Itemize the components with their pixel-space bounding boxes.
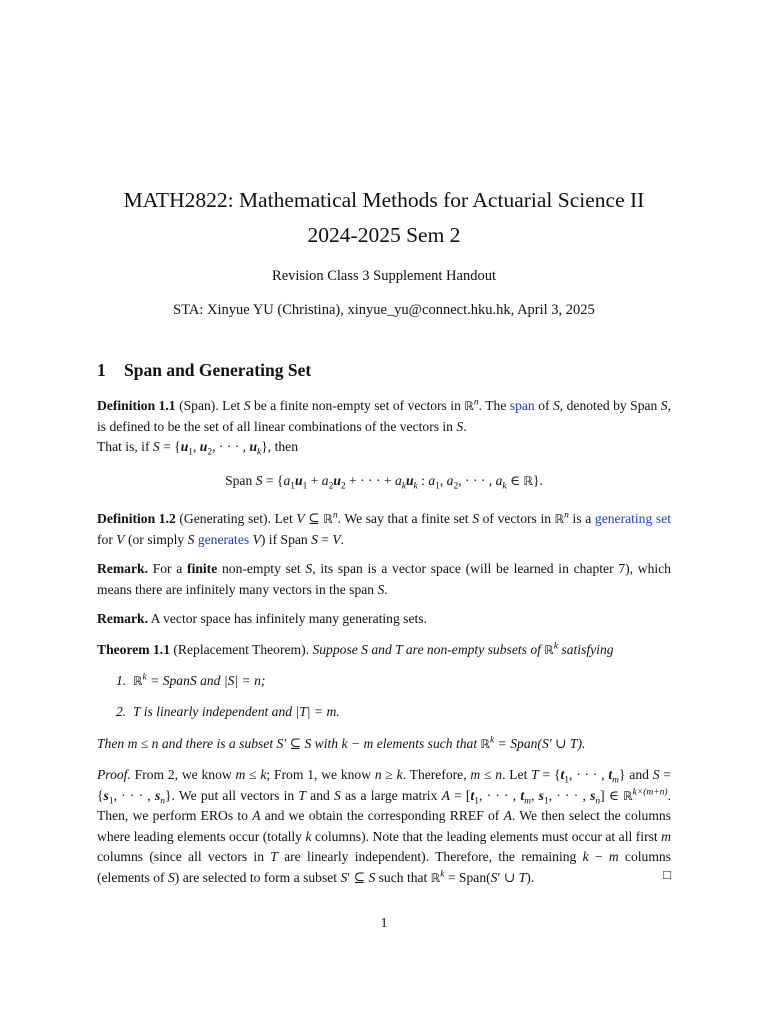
theorem-condition-2: 2. T is linearly independent and |T| = m. [116,704,340,719]
remark-label: Remark. [97,561,148,576]
theorem-condition-1: 1. ℝ$^k$ = SpanS and |S| = n; [116,672,266,688]
definition-span: Definition 1.1 (Span). Let S be a finite non-empty set of vectors in ℝ$^n$. The span of S, denoted by Span S, is defined to be the set of all linear combinations of the vectors in S. That is, if $S = \{u_1$, $u_2$, · · · , $u_k$}, then [97,397,671,458]
section-number: 1 [97,360,106,380]
set-link[interactable]: set [655,511,672,526]
definition-generating-set: Definition 1.2 (Generating set). Let V ⊆ ℝ$^n$. We say that a finite set S of vectors in ℝ$^n$ is a generating set for V (or simply S generates V) if Span S = V. [97,510,672,547]
remark-label: Remark. [97,611,148,626]
page-number: 1 [380,915,388,930]
remark-finite-span: Remark. For a finite non-empty set S, its span is a vector space (will be learned in chapter 7), which means there are infinitely many vectors in the span S. [97,561,671,597]
proof-paragraph: Proof. From 2, we know m ≤ k; From 1, we know n ≥ k. Therefore, m ≤ n. Let $T = \{t_1$, · · · , $t_m$} and $S = \{s_1$, · · · , $s_n$}. We put all vectors in T and S as a large matrix $A = [t_1$, · · · , $t_m$, $s_1$, · · · , $s_n$] ∈ ℝ$^{k\times(m+n)}$. Then, we perform EROs to A and we obtain the corresponding RREF of A. We then select the columns where leading elements occur (totally k columns). Note that the leading elements must occur at all first m columns (since all vectors in T are linearly independent). Therefore, the remaining k − m columns (elements of S) are selected to form a subset S′ ⊆ S such that ℝ$^k$ = Span(S′ ∪ T). [97,767,671,885]
theorem-name: (Replacement Theorem). [173,642,310,657]
document-title-line2: 2024-2025 Sem 2 [307,223,461,247]
section-heading [97,360,311,381]
proof-label: Proof. [97,767,131,782]
definition-label: Definition 1.2 [97,511,176,526]
qed-box-icon: □ [663,867,671,882]
document-byline: STA: Xinyue YU (Christina), xinyue_yu@connect.hku.hk, April 3, 2025 [173,302,595,318]
theorem-conclusion: Then m ≤ n and there is a subset S′ ⊆ S with k − m elements such that ℝ$^k$ = Span(S′ ∪ T). [97,735,586,751]
definition-name: (Generating set). [179,511,271,526]
remark-generating-sets [97,609,671,630]
document-subtitle: Revision Class 3 Supplement Handout [272,268,496,284]
definition-name: (Span). [179,398,219,413]
definition-label: Definition 1.1 [97,398,176,413]
generates-link[interactable]: generates [197,531,250,547]
theorem-replacement: Theorem 1.1 (Replacement Theorem). Suppose S and T are non-empty subsets of ℝ$^k$ satisfying [97,641,614,657]
generating-link[interactable]: generating [594,511,653,526]
finite-emphasis: finite [187,561,218,576]
span-link[interactable]: span [509,398,535,413]
span-equation: Span $S = \{a_1u_1 + a_2u_2$ + · · · + $a_ku_k$ : $a_1$, $a_2$, · · · , $a_k$ ∈ ℝ}. [225,473,543,492]
remark-text: A vector space has infinitely many generating sets. [150,611,427,626]
document-title-line1: MATH2822: Mathematical Methods for Actuarial Science II [123,188,645,212]
section-title: Span and Generating Set [124,360,312,380]
theorem-label: Theorem 1.1 [97,642,170,657]
